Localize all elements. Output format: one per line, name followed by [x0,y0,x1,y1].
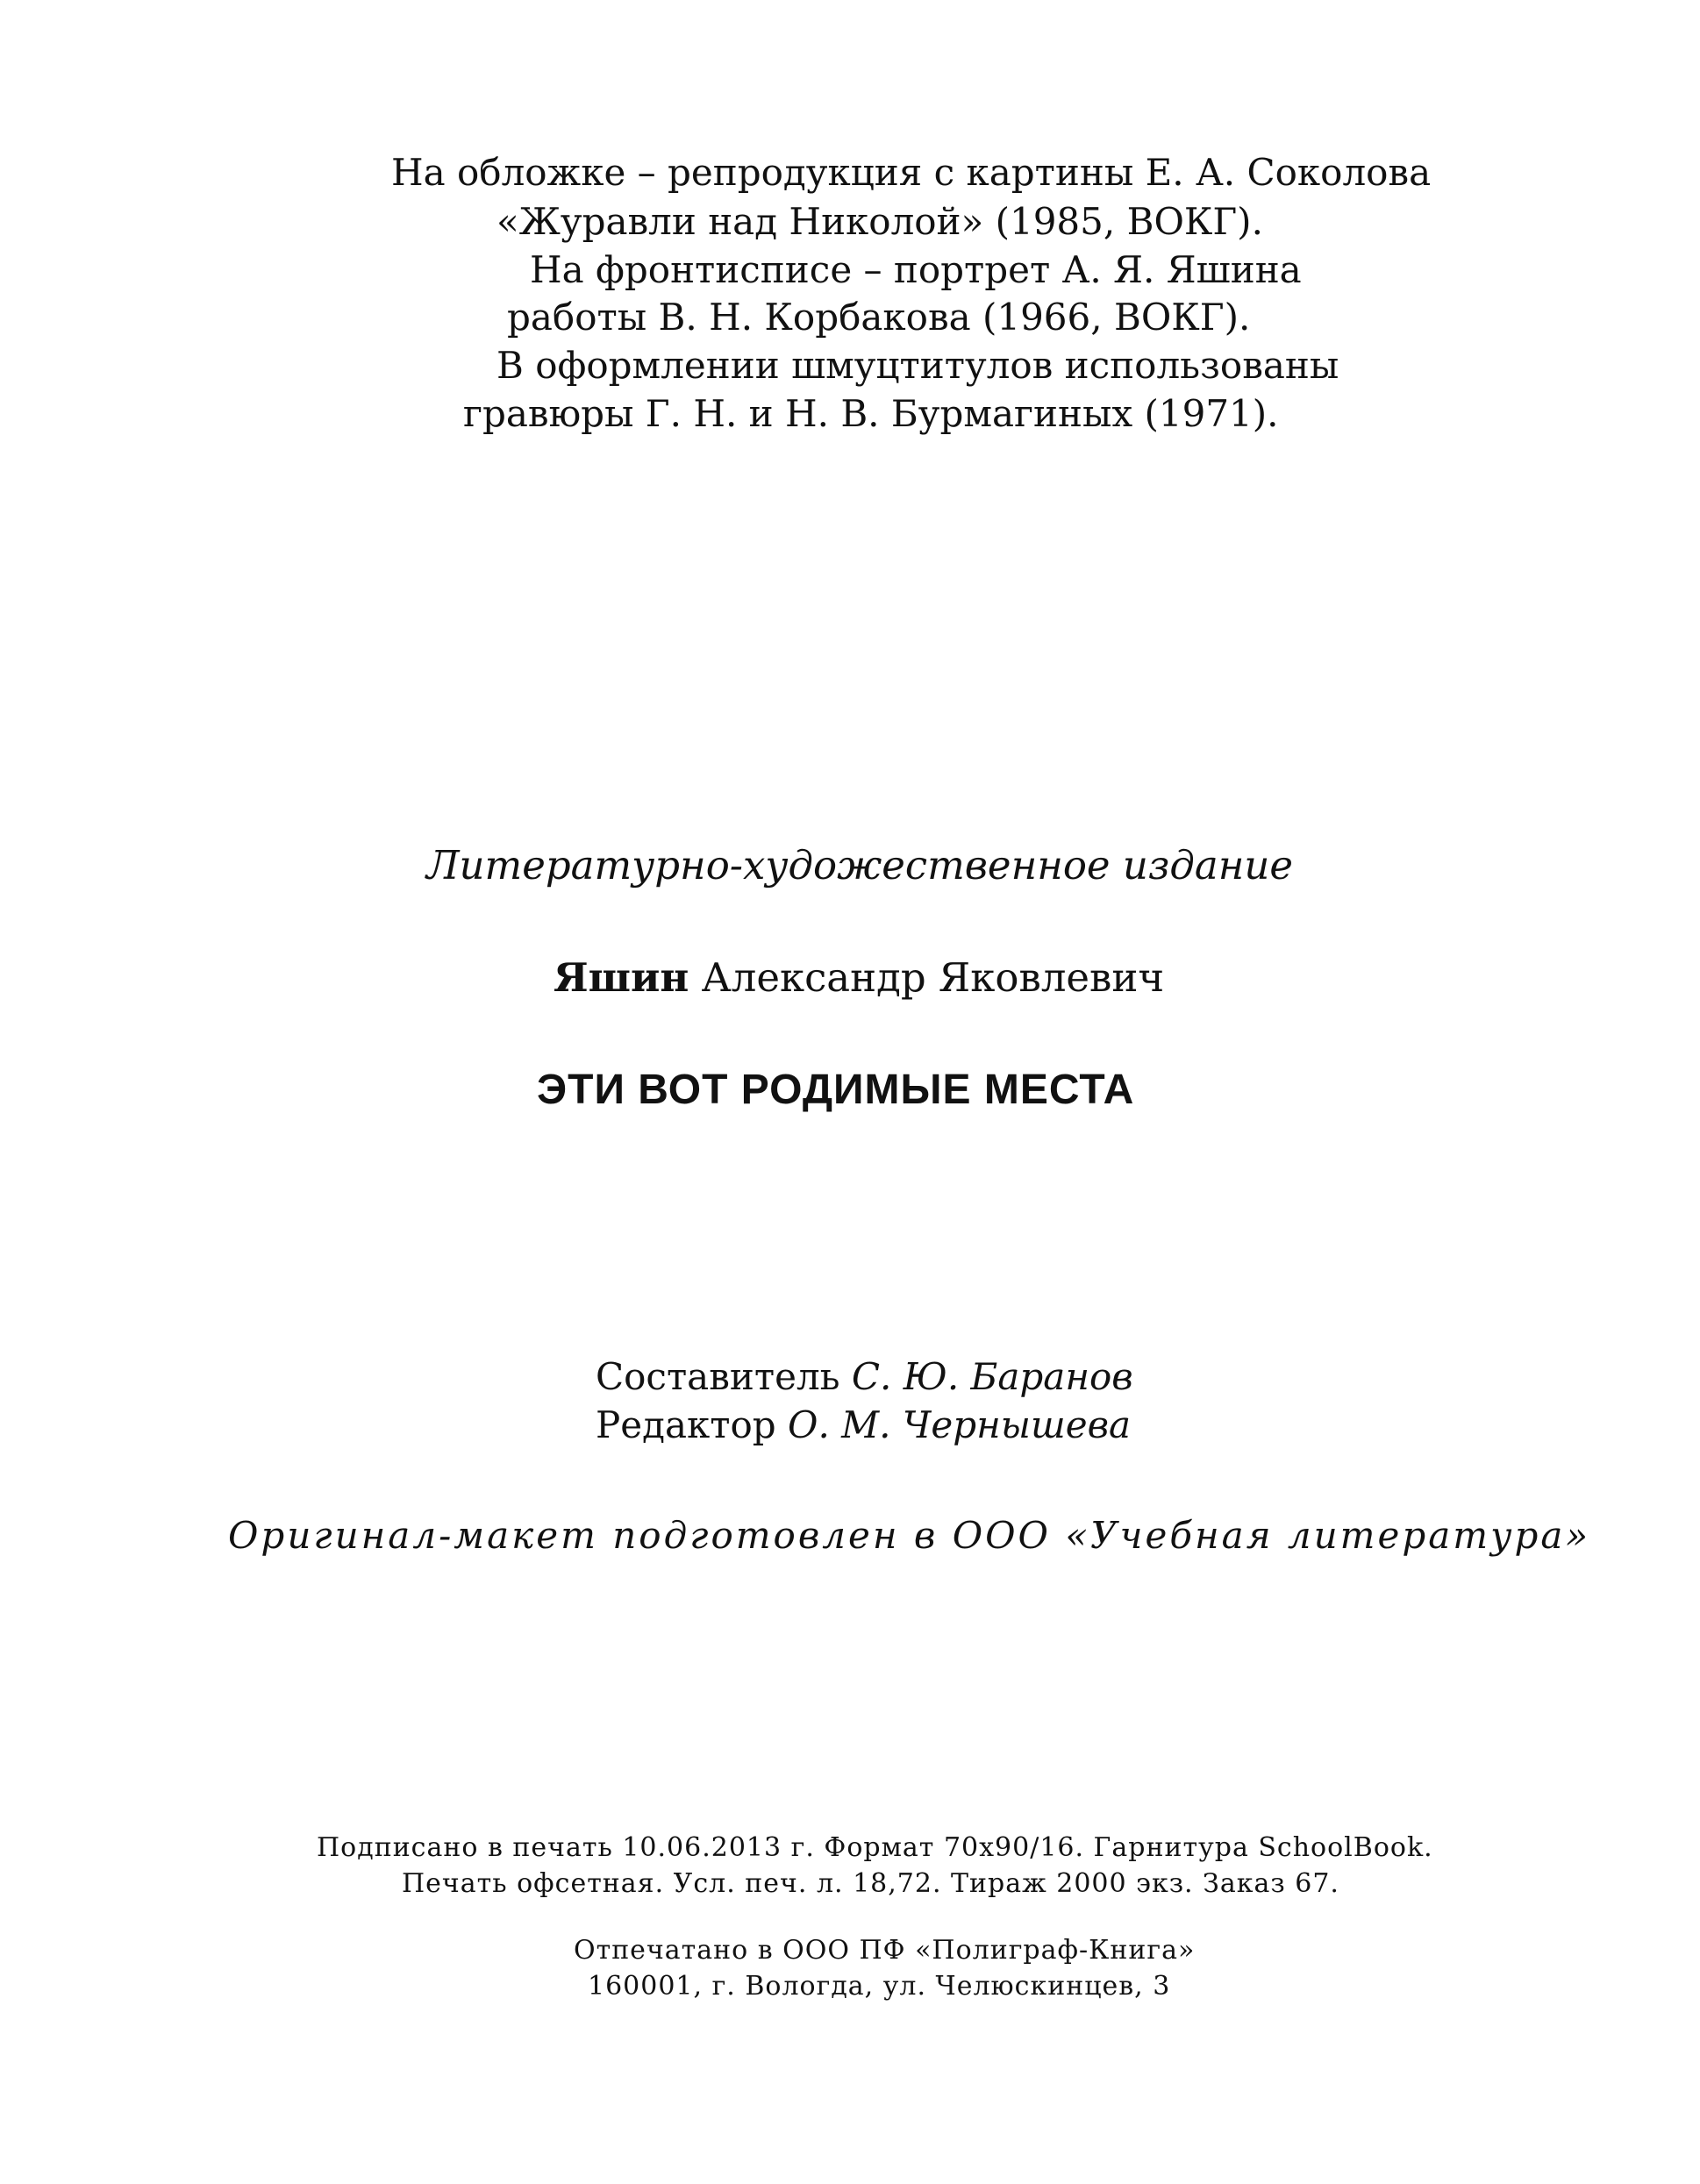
credit-line: На фронтисписе – портрет А. Я. Яшина [530,248,1302,291]
credit-line: В оформлении шмуцтитулов использованы [496,344,1339,387]
credit-line: работы В. Н. Корбакова (1966, ВОКГ). [507,296,1251,339]
staff-name: С. Ю. Баранов [851,1355,1133,1398]
credit-line: «Журавли над Николой» (1985, ВОКГ). [496,200,1263,243]
publication-type: Литературно-художественное издание [426,842,1294,889]
printer-line: Отпечатано в ООО ПФ «Полиграф-Книга» [574,1935,1196,1966]
author-name [554,954,1164,1001]
imprint-line: Печать офсетная. Усл. печ. л. 18,72. Тираж 2000 экз. Заказ 67. [402,1868,1339,1899]
credit-line: гравюры Г. Н. и Н. В. Бурмагиных (1971). [463,392,1279,435]
editor-credit [596,1403,1131,1446]
layout-note: Оригинал-макет подготовлен в ООО «Учебная литература» [228,1514,1591,1557]
book-title: ЭТИ ВОТ РОДИМЫЕ МЕСТА [537,1067,1135,1113]
author-surname: Яшин [554,954,689,1001]
compiler-credit [596,1355,1133,1398]
staff-role: Составитель [596,1355,840,1398]
staff-role: Редактор [596,1403,776,1446]
staff-name: О. М. Чернышева [788,1403,1132,1446]
printer-line: 160001, г. Вологда, ул. Челюскинцев, 3 [588,1971,1171,2002]
imprint-line: Подписано в печать 10.06.2013 г. Формат 70х90/16. Гарнитура SchoolBook. [317,1832,1433,1863]
credit-line: На обложке – репродукция с картины Е. А. Соколова [391,151,1432,194]
author-given-names: Александр Яковлевич [701,954,1165,1001]
